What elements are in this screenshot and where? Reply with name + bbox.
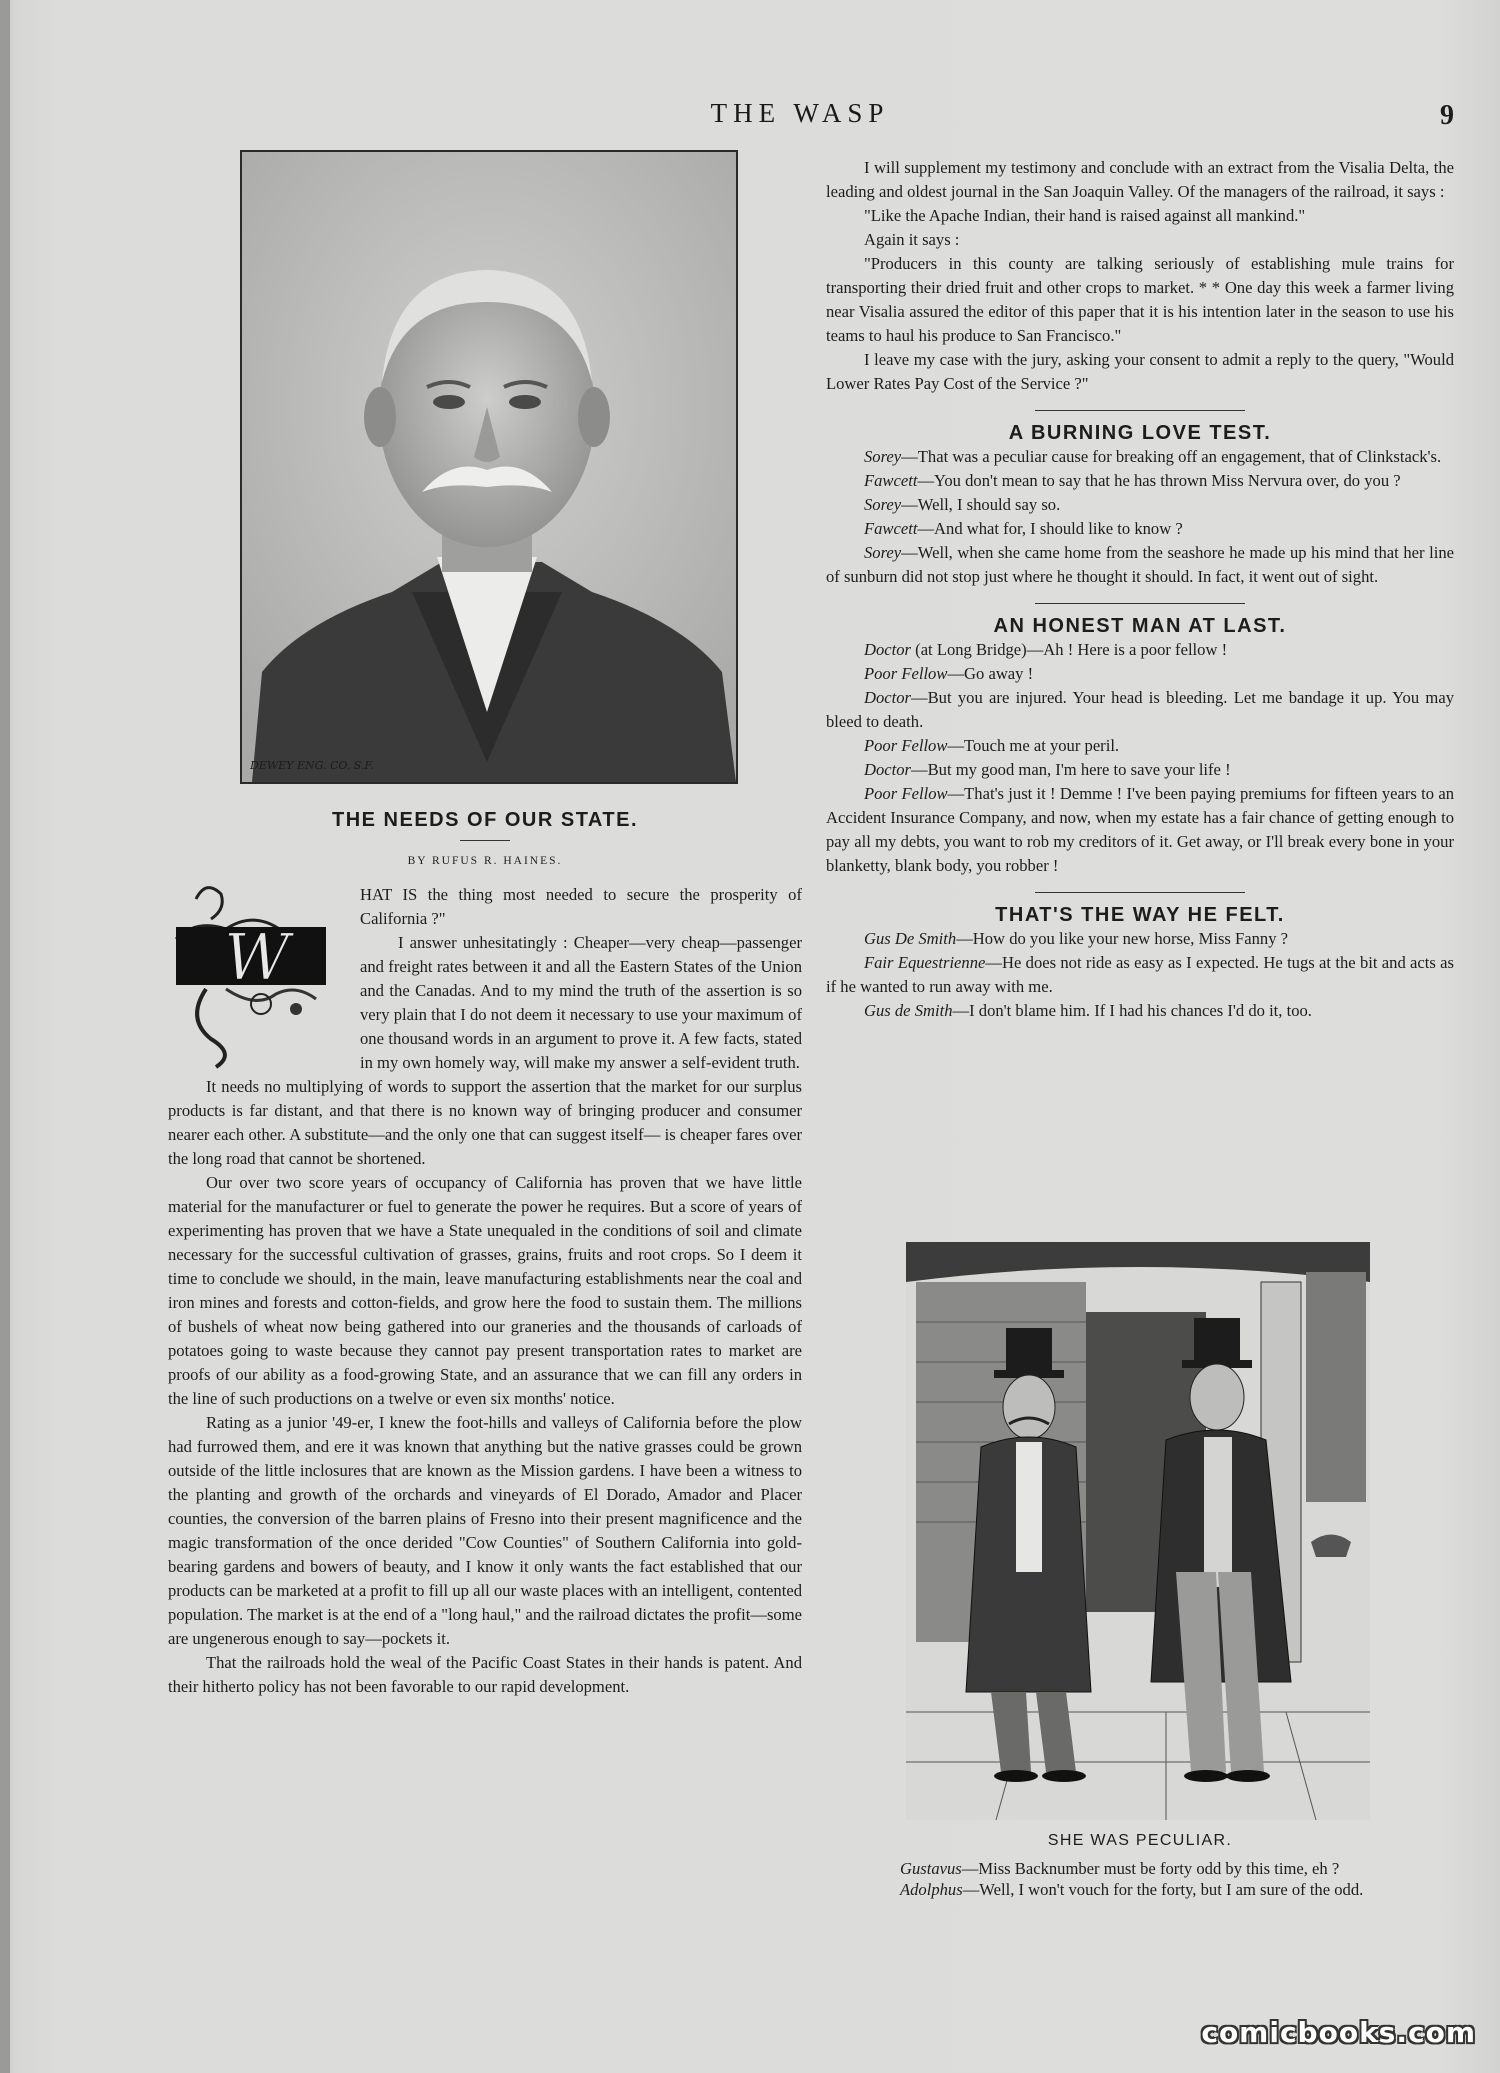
dialogue-line: Fawcett—You don't mean to say that he has thrown Miss Nervura over, do you ? <box>864 471 1401 490</box>
article-continuation <box>826 156 1454 396</box>
paragraph: I will supplement my testimony and conclude with an extract from the Visalia Delta, the leading and oldest journal in the San Joaquin Valley. Of the managers of the railroad, it says : <box>826 158 1454 201</box>
masthead-title: THE WASP <box>710 98 890 128</box>
ornamental-dropcap <box>166 879 352 1069</box>
dialogue-line: Poor Fellow—Go away ! <box>864 664 1034 683</box>
portrait-engraving <box>240 150 738 784</box>
engraver-credit: DEWEY ENG. CO. S.F. <box>250 759 374 772</box>
paragraph: Our over two score years of occupancy of California has proven that we have little material for the manufacturer or fuel to generate the power he requires. But a score of years of experimenting has proven that we have a State unequaled in the conditions of soil and climate necessary for the successful cultivation of grasses, grains, fruits and root crops. So I deem it time to conclude we should, in the main, leave manufacturing establishments near the coal and iron mines and forests and cotton-fields, and grow here the food to sustain them. The millions of bushels of wheat now being gathered into our graneries and the thousands of carloads of potatoes going to waste because they cannot pay present transportation rates to market are proofs of our ability as a food-growing State, and an assurance that we can fill any orders in the line of such productions on a twelve or even six months' notice. <box>168 1173 802 1408</box>
story-love-test <box>826 445 1454 589</box>
paragraph: "Producers in this county are talking seriously of establishing mule trains for transporting their dried fruit and other crops to market. * * One day this week a farmer living near Visalia assured the editor of this paper that it is his intention later in the season to use his teams to haul his produce to San Francisco." <box>826 254 1454 345</box>
story-felt <box>826 927 1454 1023</box>
paragraph: It needs no multiplying of words to support the assertion that the market for our surplus products is far distant, and that there is no known way of bringing producer and consumer nearer each other. A substitute—and the only one that can suggest itself— is cheaper fares over the long road that cannot be shortened. <box>168 1077 802 1168</box>
dialogue-line: Gustavus—Miss Backnumber must be forty odd by this time, eh ? <box>900 1859 1340 1878</box>
main-article <box>168 808 802 1699</box>
dialogue-line: Sorey—Well, I should say so. <box>864 495 1061 514</box>
article-byline: BY RUFUS R. HAINES. <box>407 855 563 867</box>
dialogue-line: Doctor—But you are injured. Your head is bleeding. Let me bandage it up. You may bleed to death. <box>826 688 1454 731</box>
paragraph: I leave my case with the jury, asking your consent to admit a reply to the query, "Would Lower Rates Pay Cost of the Service ?" <box>826 350 1454 393</box>
paragraph: Rating as a junior '49-er, I knew the foot-hills and valleys of California before the plow had furrowed them, and ere it was known that anything but the native grasses could be grown outside of the little inclosures that are known as the Mission gardens. I have been a witness to the planting and growth of the orchards and vineyards of El Dorado, Amador and Placer counties, the conversion of the barren plains of Fresno into their present magnificence and the magic transformation of the once derided "Cow Counties" of Southern California into gold-bearing gardens and bowers of beauty, and I know it only wants the fact established that our products can be marketed at a profit to fill up all our waste places with an intelligent, contented population. The market is at the end of a "long haul," and the railroad dictates the profit—some are ungenerous enough to say—pockets it. <box>168 1413 802 1648</box>
story-honest-man <box>826 638 1454 878</box>
story-title: A BURNING LOVE TEST. <box>1008 422 1272 444</box>
title-rule <box>460 840 510 841</box>
dialogue-line: Gus De Smith—How do you like your new horse, Miss Fanny ? <box>864 929 1289 948</box>
story-title: THAT'S THE WAY HE FELT. <box>995 904 1285 926</box>
page-number: 9 <box>1440 100 1454 131</box>
section-rule <box>1035 892 1245 893</box>
paragraph: That the railroads hold the weal of the Pacific Coast States in their hands is patent. And their hitherto policy has not been favorable to our rapid development. <box>168 1653 802 1696</box>
paragraph: I answer unhesitatingly : Cheaper—very cheap—passenger and freight rates between it and all the Eastern States of the Union and the Canadas. And to my mind the truth of the assertion is so very plain that I do not deem it necessary to use your maximum of one thousand words in an argument to prove it. A few facts, stated in my own homely way, will make my answer a self-evident truth. <box>360 933 802 1072</box>
cartoon-illustration <box>906 1242 1370 1820</box>
dialogue-line: Adolphus—Well, I won't vouch for the forty, but I am sure of the odd. <box>900 1880 1364 1899</box>
dialogue-line: Poor Fellow—That's just it ! Demme ! I've been paying premiums for fifteen years to an Accident Insurance Company, and now, when my estate has a fair chance of getting enough to pay all my debts, you want to rob my creditors of it. Get away, or I'll break every bone in your blanketty, blank body, you robber ! <box>826 784 1454 875</box>
two-gentlemen-drawing <box>906 1242 1370 1820</box>
story-title: AN HONEST MAN AT LAST. <box>993 615 1287 637</box>
dialogue-line: Doctor (at Long Bridge)—Ah ! Here is a poor fellow ! <box>864 640 1228 659</box>
dialogue-line: Sorey—Well, when she came home from the seashore he made up his mind that her line of sunburn did not stop just where he thought it should. In fact, it went out of sight. <box>826 543 1454 586</box>
paragraph: Again it says : <box>864 230 960 249</box>
dialogue-line: Fawcett—And what for, I should like to know ? <box>864 519 1183 538</box>
dialogue-line: Gus de Smith—I don't blame him. If I had his chances I'd do it, too. <box>864 1001 1312 1020</box>
dialogue-line: Doctor—But my good man, I'm here to save your life ! <box>864 760 1231 779</box>
page-edge <box>0 0 10 2073</box>
portrait-illustration <box>242 152 736 782</box>
dialogue-line: Sorey—That was a peculiar cause for breaking off an engagement, that of Clinkstack's. <box>864 447 1442 466</box>
dialogue-line: Poor Fellow—Touch me at your peril. <box>864 736 1120 755</box>
cartoon-caption <box>862 1858 1410 1900</box>
paragraph: "Like the Apache Indian, their hand is raised against all mankind." <box>864 206 1306 225</box>
section-rule <box>1035 410 1245 411</box>
dropcap-letter: W <box>224 921 290 995</box>
cartoon-title: SHE WAS PECULIAR. <box>1047 1832 1233 1849</box>
section-rule <box>1035 603 1245 604</box>
article-title: THE NEEDS OF OUR STATE. <box>332 809 638 831</box>
dropcap-ornament <box>166 879 352 1069</box>
dialogue-line: Fair Equestrienne—He does not ride as easy as I expected. He tugs at the bit and acts as if he wanted to run away with me. <box>826 953 1454 996</box>
paragraph: HAT IS the thing most needed to secure the prosperity of California ?" <box>360 885 802 928</box>
right-column <box>826 156 1454 1023</box>
site-watermark: comicbooks.com <box>1201 2016 1476 2049</box>
